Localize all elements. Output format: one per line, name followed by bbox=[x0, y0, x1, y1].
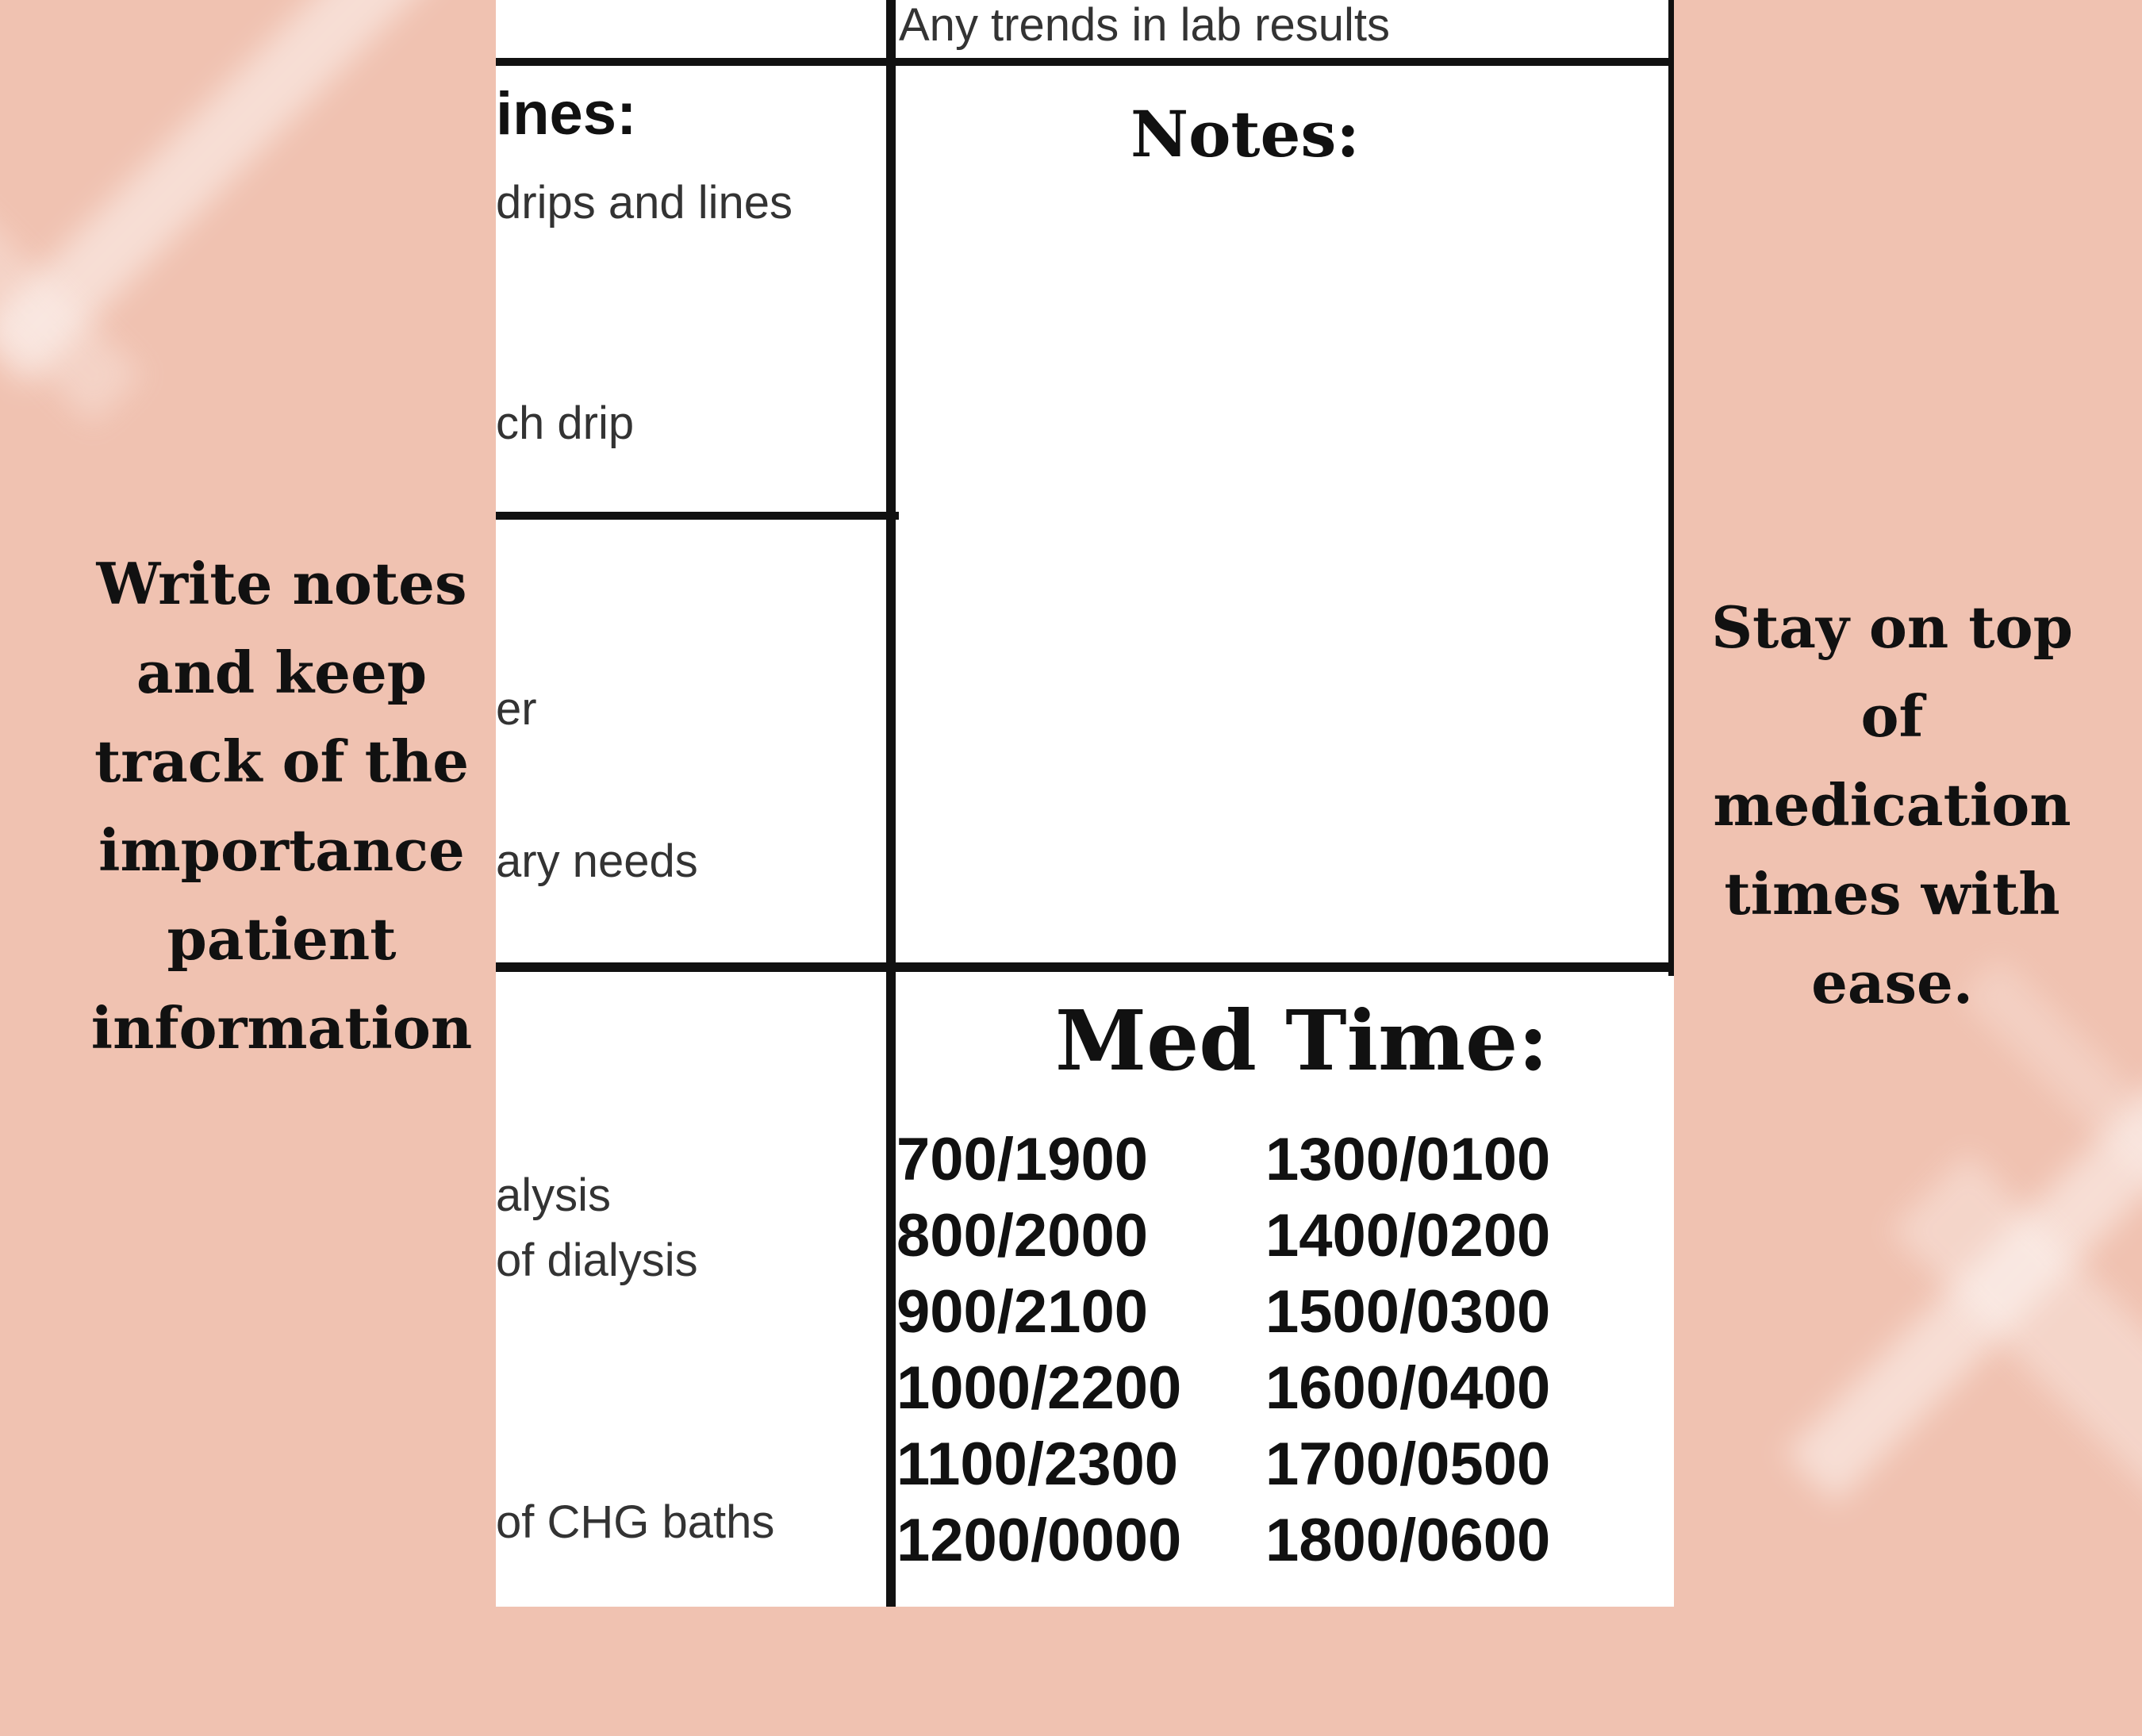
divider-line bbox=[496, 512, 899, 520]
divider-line bbox=[496, 962, 1674, 972]
right-caption-line: medication bbox=[1713, 771, 2071, 839]
lines-item: drips and lines bbox=[496, 177, 793, 229]
med-time-entry: 800/2000 bbox=[896, 1202, 1148, 1269]
background-light-streak bbox=[1890, 1152, 2142, 1735]
bottom-item: of CHG baths bbox=[496, 1496, 775, 1548]
divider-line bbox=[886, 0, 896, 1607]
left-caption-line: information bbox=[90, 994, 473, 1062]
divider-line bbox=[496, 58, 1674, 66]
left-caption-line: and keep bbox=[136, 639, 428, 706]
left-caption bbox=[87, 540, 476, 1073]
left-caption-line: importance bbox=[98, 816, 465, 884]
middle-item: er bbox=[496, 683, 537, 735]
divider-line bbox=[1668, 0, 1674, 976]
right-caption-line: times with bbox=[1724, 860, 2060, 928]
lines-item: ch drip bbox=[496, 398, 635, 449]
med-time-entry: 1400/0200 bbox=[1265, 1202, 1551, 1269]
med-time-entry: 1600/0400 bbox=[1265, 1354, 1551, 1422]
med-time-entry: 1200/0000 bbox=[896, 1507, 1182, 1574]
med-time-entry: 1500/0300 bbox=[1265, 1278, 1551, 1346]
med-time-entry: 1300/0100 bbox=[1265, 1126, 1551, 1193]
med-time-entry: 1100/2300 bbox=[896, 1431, 1179, 1498]
lab-trends-text: Any trends in lab results bbox=[899, 0, 1390, 51]
middle-item: ary needs bbox=[496, 835, 698, 887]
med-time-entry: 900/2100 bbox=[896, 1278, 1148, 1346]
med-time-entry: 1800/0600 bbox=[1265, 1507, 1551, 1574]
left-caption-line: track of the bbox=[94, 728, 470, 795]
report-sheet bbox=[496, 0, 1674, 1607]
right-caption-line: of bbox=[1860, 682, 1924, 750]
bottom-item: alysis bbox=[496, 1169, 612, 1221]
med-time-entry: 1700/0500 bbox=[1265, 1431, 1551, 1498]
med-time-grid bbox=[896, 1127, 1658, 1574]
med-time-entry: 1000/2200 bbox=[896, 1354, 1182, 1422]
left-caption-line: patient bbox=[167, 905, 397, 973]
right-caption-line: Stay on top bbox=[1711, 593, 2073, 661]
lines-heading: ines: bbox=[496, 80, 637, 148]
med-time-heading: Med Time: bbox=[1055, 992, 1549, 1089]
bottom-item: of dialysis bbox=[496, 1235, 698, 1286]
right-caption bbox=[1702, 583, 2082, 1027]
left-caption-line: Write notes bbox=[96, 550, 467, 617]
right-caption-line: ease. bbox=[1811, 949, 1973, 1016]
med-time-entry: 700/1900 bbox=[896, 1126, 1148, 1193]
notes-heading: Notes: bbox=[1130, 97, 1360, 171]
